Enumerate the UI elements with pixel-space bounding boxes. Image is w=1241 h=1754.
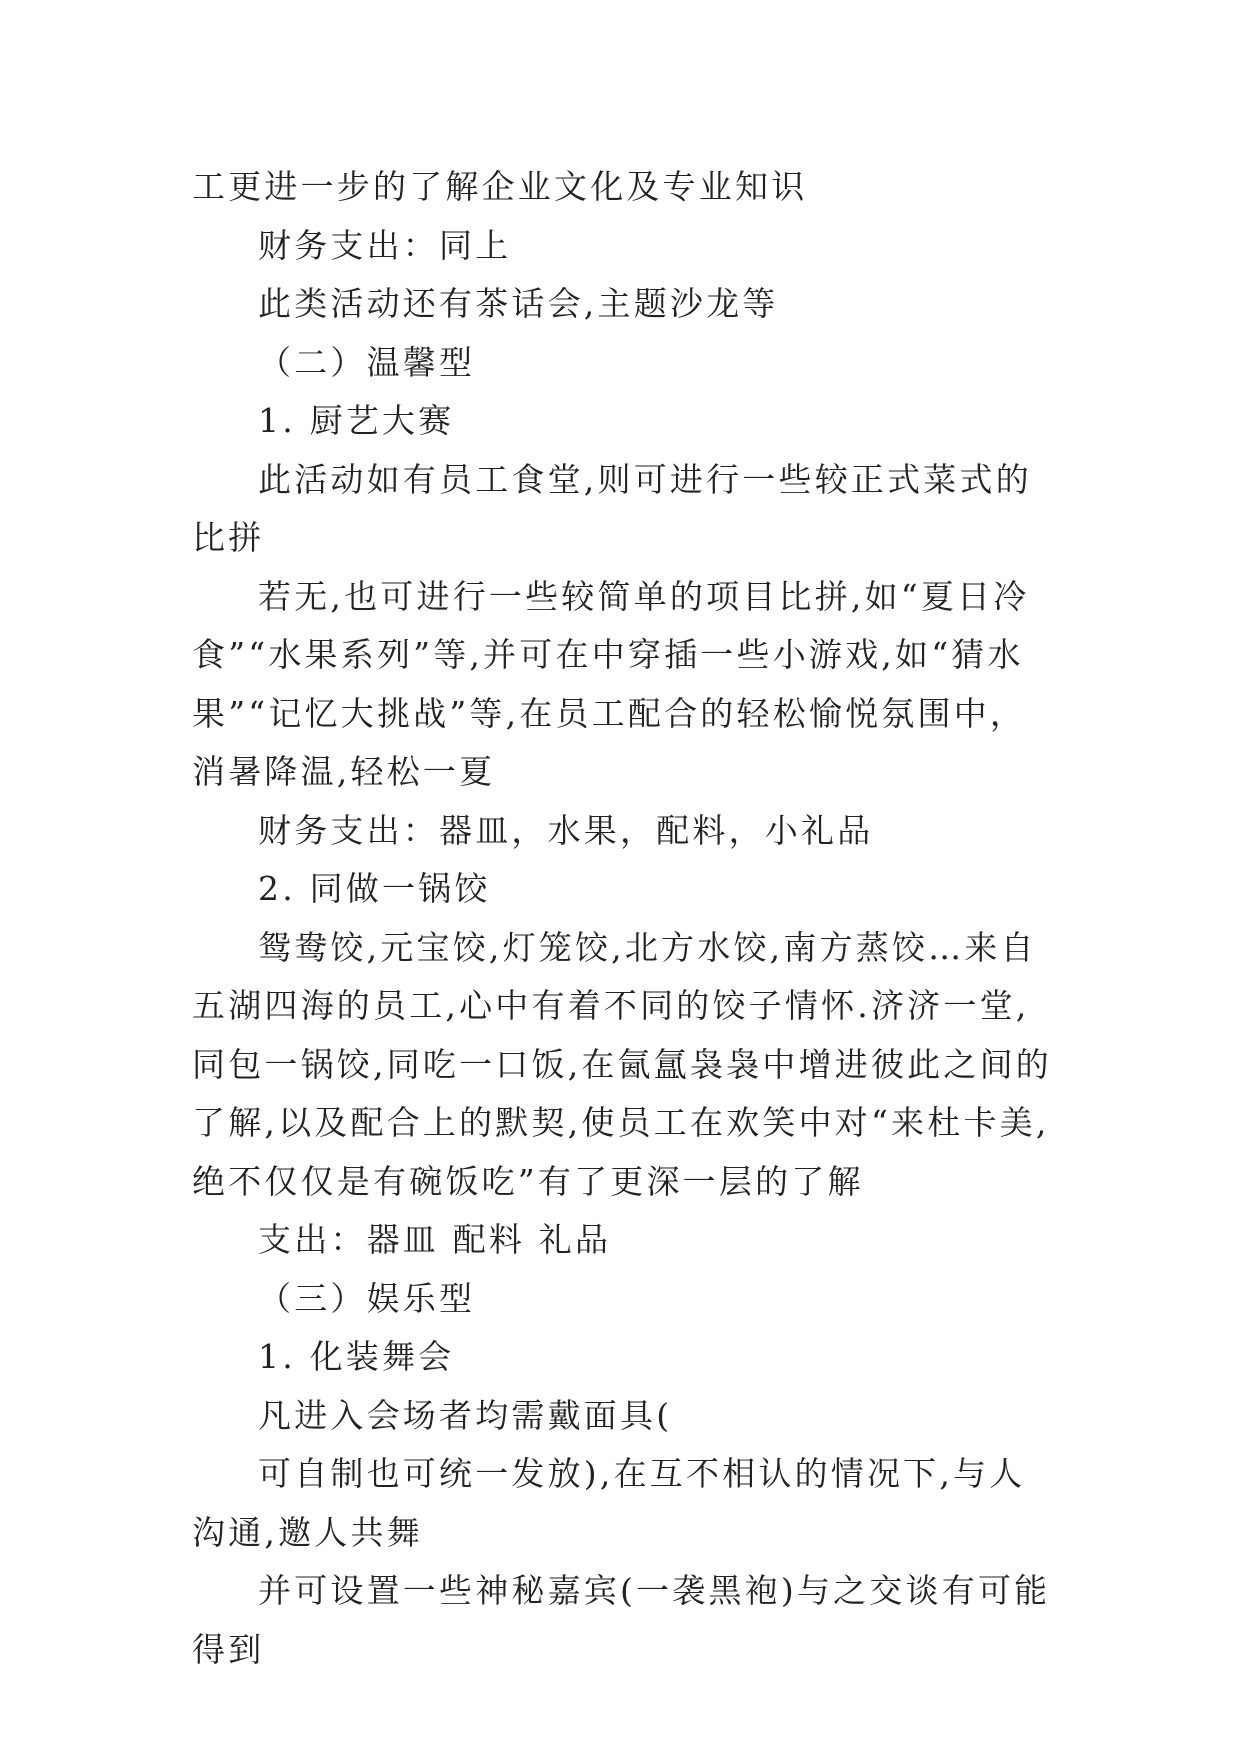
item-heading: 2. 同做一锅饺 [258,869,491,908]
item-heading: 1. 化装舞会 [258,1337,455,1376]
paragraph: 财务支出：同上 [258,225,512,265]
document-body [192,158,1052,1679]
paragraph: 财务支出：器皿，水果，配料，小礼品 [258,810,874,850]
section-heading: （三）娱乐型 [258,1278,476,1318]
item-heading: 1. 厨艺大赛 [258,401,455,440]
paragraph: 若无,也可进行一些较简单的项目比拼,如“夏日冷食”“水果系列”等,并可在中穿插一些小游戏,如“猜水果”“记忆大挑战”等,在员工配合的轻松愉悦氛围中，消暑降温,轻松一夏 [192,576,1030,791]
paragraph: 此活动如有员工食堂,则可进行一些较正式菜式的比拼 [192,459,1032,557]
paragraph: 此类活动还有茶话会,主题沙龙等 [258,284,779,323]
section-heading: （二）温馨型 [258,342,476,382]
paragraph: 鸳鸯饺,元宝饺,灯笼饺,北方水饺,南方蒸饺…来自五湖四海的员工,心中有着不同的饺子情怀.济济一堂,同包一锅饺,同吃一口饭,在氤氲袅袅中增进彼此之间的了解,以及配合上的默契,使员工在欢笑中对“来杜卡美,绝不仅仅是有碗饭吃”有了更深一层的了解 [192,927,1052,1201]
paragraph: 支出：器皿 配料 礼品 [258,1220,612,1259]
paragraph: 并可设置一些神秘嘉宾(一袭黑袍)与之交谈有可能得到 [192,1571,1051,1669]
paragraph: 工更进一步的了解企业文化及专业知识 [192,167,808,206]
paragraph: 凡进入会场者均需戴面具( [258,1395,673,1435]
paragraph: 可自制也可统一发放),在互不相认的情况下,与人沟通,邀人共舞 [192,1454,1026,1552]
